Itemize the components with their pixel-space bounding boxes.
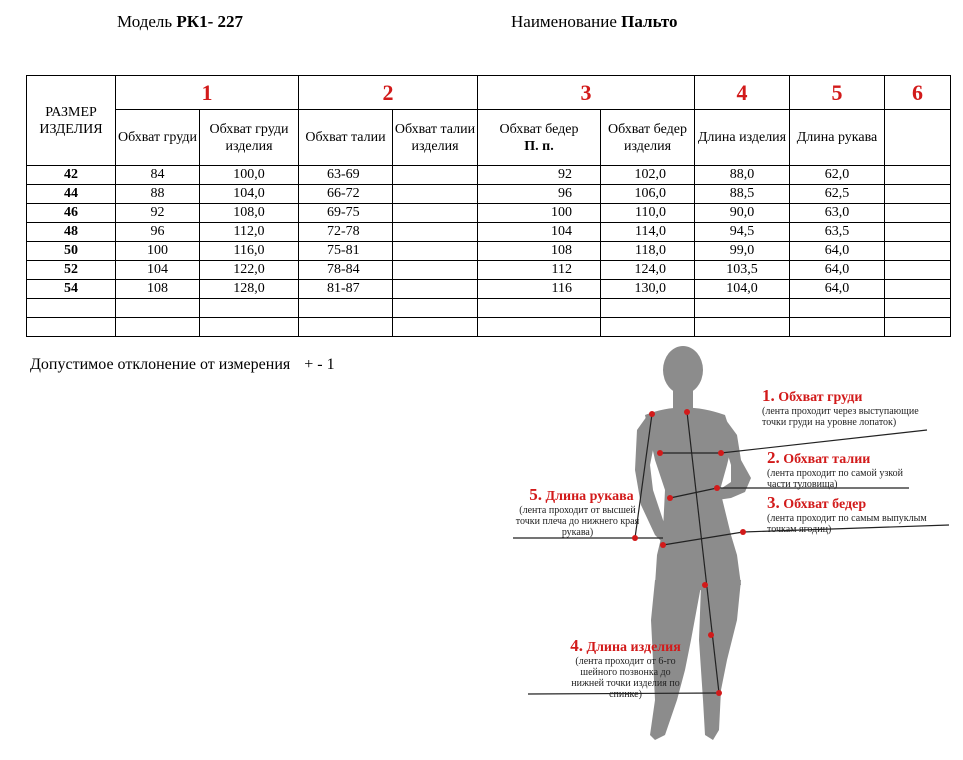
column-header: Обхват груди изделия bbox=[200, 110, 299, 166]
size-cell: 48 bbox=[27, 223, 116, 242]
size-cell: 44 bbox=[27, 185, 116, 204]
table-cell: 104,0 bbox=[200, 185, 299, 204]
table-cell bbox=[27, 318, 116, 337]
table-cell: 116 bbox=[478, 280, 601, 299]
table-cell: 92 bbox=[116, 204, 200, 223]
table-cell bbox=[393, 318, 478, 337]
tolerance-text: Допустимое отклонение от измерения bbox=[30, 356, 291, 373]
table-row bbox=[27, 223, 951, 242]
table-cell bbox=[601, 299, 695, 318]
table-cell: 104 bbox=[116, 261, 200, 280]
table-cell: 81-87 bbox=[299, 280, 393, 299]
table-cell: 62,5 bbox=[790, 185, 885, 204]
table-cell: 108 bbox=[478, 242, 601, 261]
group-number-6: 6 bbox=[885, 76, 951, 110]
table-cell: 75-81 bbox=[299, 242, 393, 261]
table-cell: 110,0 bbox=[601, 204, 695, 223]
table-row bbox=[27, 185, 951, 204]
table-cell bbox=[695, 318, 790, 337]
table-cell bbox=[885, 242, 951, 261]
size-cell: 46 bbox=[27, 204, 116, 223]
table-cell: 92 bbox=[478, 166, 601, 185]
group-number-4: 4 bbox=[695, 76, 790, 110]
table-cell bbox=[393, 242, 478, 261]
table-cell: 100 bbox=[116, 242, 200, 261]
table-cell: 108 bbox=[116, 280, 200, 299]
table-cell: 63-69 bbox=[299, 166, 393, 185]
table-cell: 62,0 bbox=[790, 166, 885, 185]
annotation-waist: 2. Обхват талии (лента проходит по самой узкой части туловища) bbox=[767, 448, 903, 490]
name-label: Наименование bbox=[511, 12, 617, 31]
table-cell bbox=[299, 318, 393, 337]
table-cell bbox=[478, 299, 601, 318]
table-cell: 63,0 bbox=[790, 204, 885, 223]
table-cell bbox=[393, 166, 478, 185]
table-cell bbox=[299, 299, 393, 318]
table-cell bbox=[393, 204, 478, 223]
table-cell: 90,0 bbox=[695, 204, 790, 223]
table-cell: 64,0 bbox=[790, 280, 885, 299]
size-cell: 52 bbox=[27, 261, 116, 280]
table-cell bbox=[200, 318, 299, 337]
group-number-1: 1 bbox=[116, 76, 299, 110]
table-cell bbox=[885, 318, 951, 337]
group-number-2: 2 bbox=[299, 76, 478, 110]
table-cell: 128,0 bbox=[200, 280, 299, 299]
annotation-sleeve-length: 5. Длина рукава (лента проходит от высшей точки плеча до нижнего края рукава) bbox=[515, 485, 640, 538]
column-header: Обхват бедер изделия bbox=[601, 110, 695, 166]
column-header: Обхват талии bbox=[299, 110, 393, 166]
table-row bbox=[27, 261, 951, 280]
size-column-header: РАЗМЕР ИЗДЕЛИЯ bbox=[27, 76, 116, 166]
column-header: Длина изделия bbox=[695, 110, 790, 166]
table-cell bbox=[790, 299, 885, 318]
column-header: Обхват талии изделия bbox=[393, 110, 478, 166]
table-cell bbox=[393, 280, 478, 299]
table-cell: 88,0 bbox=[695, 166, 790, 185]
table-cell bbox=[393, 299, 478, 318]
table-cell: 100,0 bbox=[200, 166, 299, 185]
size-table bbox=[26, 75, 951, 337]
table-cell: 102,0 bbox=[601, 166, 695, 185]
table-cell: 108,0 bbox=[200, 204, 299, 223]
table-cell bbox=[116, 299, 200, 318]
table-cell: 104,0 bbox=[695, 280, 790, 299]
table-cell bbox=[393, 223, 478, 242]
table-cell: 100 bbox=[478, 204, 601, 223]
table-cell: 72-78 bbox=[299, 223, 393, 242]
empty-row bbox=[27, 299, 951, 318]
table-cell bbox=[885, 299, 951, 318]
table-cell bbox=[885, 204, 951, 223]
name-value: Пальто bbox=[621, 12, 678, 31]
size-cell: 50 bbox=[27, 242, 116, 261]
annotation-hips: 3. Обхват бедер (лента проходит по самым выпуклым точкам ягодиц) bbox=[767, 493, 927, 535]
table-cell: 94,5 bbox=[695, 223, 790, 242]
column-header bbox=[885, 110, 951, 166]
table-cell: 116,0 bbox=[200, 242, 299, 261]
table-cell bbox=[885, 223, 951, 242]
table-cell bbox=[200, 299, 299, 318]
table-row bbox=[27, 204, 951, 223]
column-header: Длина рукава bbox=[790, 110, 885, 166]
model-label: Модель bbox=[117, 12, 173, 31]
annotation-chest: 1. Обхват груди (лента проходит через выступающие точки груди на уровне лопаток) bbox=[762, 386, 919, 428]
table-cell: 64,0 bbox=[790, 242, 885, 261]
table-cell: 106,0 bbox=[601, 185, 695, 204]
table-cell: 124,0 bbox=[601, 261, 695, 280]
table-cell bbox=[885, 185, 951, 204]
tolerance-note bbox=[30, 356, 335, 374]
table-cell: 104 bbox=[478, 223, 601, 242]
column-header: Обхват груди bbox=[116, 110, 200, 166]
table-cell: 112 bbox=[478, 261, 601, 280]
table-cell: 118,0 bbox=[601, 242, 695, 261]
column-label-row bbox=[27, 110, 951, 166]
table-cell bbox=[790, 318, 885, 337]
table-cell bbox=[695, 299, 790, 318]
tolerance-value: + - 1 bbox=[304, 356, 335, 373]
table-cell bbox=[885, 166, 951, 185]
table-cell bbox=[116, 318, 200, 337]
size-cell: 54 bbox=[27, 280, 116, 299]
table-cell: 78-84 bbox=[299, 261, 393, 280]
table-cell: 96 bbox=[478, 185, 601, 204]
table-cell: 112,0 bbox=[200, 223, 299, 242]
table-cell: 130,0 bbox=[601, 280, 695, 299]
product-name-header bbox=[511, 12, 678, 32]
table-cell bbox=[885, 280, 951, 299]
annotation-garment-length: 4. Длина изделия (лента проходит от 6-го шейного позвонка до нижней точки изделия по спинке) bbox=[570, 636, 681, 700]
table-cell: 64,0 bbox=[790, 261, 885, 280]
table-cell: 63,5 bbox=[790, 223, 885, 242]
size-cell: 42 bbox=[27, 166, 116, 185]
group-number-5: 5 bbox=[790, 76, 885, 110]
table-cell: 122,0 bbox=[200, 261, 299, 280]
table-row bbox=[27, 242, 951, 261]
table-cell bbox=[393, 185, 478, 204]
table-cell: 84 bbox=[116, 166, 200, 185]
table-cell bbox=[478, 318, 601, 337]
table-cell: 69-75 bbox=[299, 204, 393, 223]
table-cell bbox=[27, 299, 116, 318]
table-cell bbox=[393, 261, 478, 280]
table-cell: 103,5 bbox=[695, 261, 790, 280]
table-cell bbox=[601, 318, 695, 337]
table-cell: 88,5 bbox=[695, 185, 790, 204]
group-number-row bbox=[27, 76, 951, 110]
model-header bbox=[117, 12, 243, 32]
group-number-3: 3 bbox=[478, 76, 695, 110]
empty-row bbox=[27, 318, 951, 337]
table-row bbox=[27, 280, 951, 299]
table-cell bbox=[885, 261, 951, 280]
table-cell: 88 bbox=[116, 185, 200, 204]
table-cell: 96 bbox=[116, 223, 200, 242]
table-cell: 114,0 bbox=[601, 223, 695, 242]
table-cell: 66-72 bbox=[299, 185, 393, 204]
column-header: Обхват бедер П. п. bbox=[478, 110, 601, 166]
table-row bbox=[27, 166, 951, 185]
model-value: РК1- 227 bbox=[176, 12, 244, 31]
table-cell: 99,0 bbox=[695, 242, 790, 261]
